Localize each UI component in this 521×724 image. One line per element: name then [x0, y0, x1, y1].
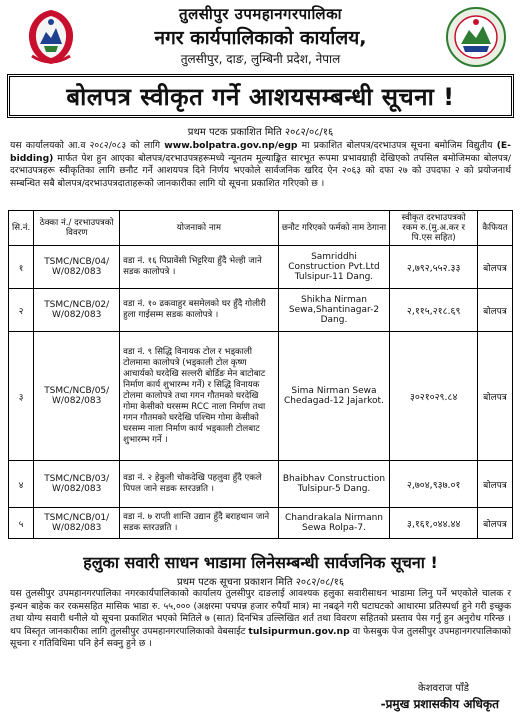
municipality-website-link[interactable]: tulsipurmun.gov.np — [248, 625, 350, 637]
row-project: वडा नं. १० ढकवाहुर बसमेलको घर हुँदै गोलीरी हुला गाईसम्म सडक कालोपत्रे । — [120, 289, 279, 332]
vehicle-notice-date: प्रथम पटक सूचना प्रकाशन मिति २०८२/०८/१६ — [176, 577, 345, 588]
row-remark: बोलपत्र — [478, 289, 513, 332]
row-amount: २,७०४,९३७.०१ — [390, 461, 478, 508]
col-header-sn: सि.नं. — [9, 211, 34, 246]
row-contract: TSMC/NCB/03/ W/082/083 — [34, 461, 120, 508]
bid-results-table — [8, 210, 513, 539]
intro-text-b: मा प्रकाशित बोलपत्र/दरभाउपत्र सूचना बमोजिम विद्युतीय — [297, 140, 497, 151]
egp-url-link[interactable]: www.bolpatra.gov.np/egp — [164, 140, 298, 151]
row-contract: TSMC/NCB/04/ W/082/083 — [34, 246, 120, 289]
row-project: वडा नं. ७ राप्ती शान्ति उद्यान हुँदै बराहथान जाने सडक स्तरउन्नति । — [120, 508, 279, 539]
col-header-contract: ठेक्का नं./ दरभाउपत्रको विवरण — [34, 211, 120, 246]
row-firm: Shikha Nirman Sewa,Shantinagar-2 Dang. — [278, 289, 390, 332]
row-sn: ४ — [9, 461, 34, 508]
vehicle-text-b: वा फेसबुक पेज तुलसीपुर उपमहानगरपालिकाको सूचना र गतिविधिमा पनि हेर्न सक्नु हुने छ । — [10, 625, 511, 649]
publication-date: प्रथम पटक प्रकाशित मिति २०८२/०८/१६ — [187, 127, 334, 138]
intro-paragraph — [10, 140, 511, 190]
table-row — [9, 461, 513, 508]
row-contract: TSMC/NCB/02/ W/082/083 — [34, 289, 120, 332]
row-remark: बोलपत्र — [478, 332, 513, 461]
row-contract: TSMC/NCB/05/ W/082/083 — [34, 332, 120, 461]
vehicle-notice-body — [10, 588, 511, 651]
signatory-title: -प्रमुख प्रशासकीय अधिकृत — [380, 697, 499, 711]
row-remark: बोलपत्र — [478, 508, 513, 539]
col-header-project: योजनाको नाम — [120, 211, 279, 246]
col-header-firm: छनौट गरिएको फर्मको नाम ठेगाना — [278, 211, 390, 246]
table-row — [9, 289, 513, 332]
intro-text-a: यस कार्यालयको आ.व २०८२/०८३ को लागि — [10, 140, 165, 151]
intro-text-c: मार्फत पेश हुन आएका बोलपत्र/दरभाउपत्रहरूमध्ये न्यूनतम मूल्याङ्कित सारभूत रूपमा प्रभावग्राही देखिएको तपसिल बमोजिमका बोलपत्र/दरभाउपत्रहरू स्वीकृतिका लागि छनौट गर्ने आशयपत्र दिने निर्णय भएकोले सार्वजनिक खरिद ऐन २०६३ को दफा २७ को उपदफा २ को प्रयोजनार्थ सम्बन्धित सबै बोलपत्र/दरभाउपत्रदाताहरूको जानकारीका लागि यो सूचना प्रकाशित गरिएको छ । — [10, 152, 511, 189]
vehicle-notice-title: हलुका सवारी साधन भाडामा लिनेसम्बन्धी सार्वजनिक सूचना ! — [83, 553, 438, 572]
notice-banner-title — [7, 74, 514, 118]
banner-title-text: बोलपत्र स्वीकृत गर्ने आशयसम्बन्धी सूचना ! — [66, 82, 455, 111]
row-sn: ५ — [9, 508, 34, 539]
col-header-remark: कैफियत — [478, 211, 513, 246]
municipality-name: तुलसीपुर उपमहानगरपालिका — [179, 5, 342, 23]
row-sn: १ — [9, 246, 34, 289]
row-firm: Bhaibhav Construction Tulsipur-5 Dang. — [278, 461, 390, 508]
row-amount: २,११५,२१८.६९ — [390, 289, 478, 332]
row-amount: ३,१६१,०४४.४४ — [390, 508, 478, 539]
row-remark: बोलपत्र — [478, 461, 513, 508]
office-name: नगर कार्यपालिकाको कार्यालय, — [154, 27, 367, 49]
table-row — [9, 332, 513, 461]
row-project: वडा नं. २ हेकुली चोकदेखि पहलुवा हुँदै एकले पिपल जाने सडक स्तरउन्नति । — [120, 461, 279, 508]
row-amount: ३०२१०२९.८४ — [390, 332, 478, 461]
row-firm: Samriddhi Construction Pvt.Ltd Tulsipur-11 Dang. — [278, 246, 390, 289]
row-firm: Chandrakala Nirmann Sewa Rolpa-7. — [278, 508, 390, 539]
row-project: वडा नं. ९ सिद्धि विनायक टोल र भड्काली टोलमामा कालोपत्रे (भड्काली टोल कृष्ण आचार्यको घरदेखि सल्लरी बोर्डिङ मेन बाटोबाट निर्माण कार्य शुभारम्भ गर्ने) र सिद्धि विनायक टोलमा कालोपत्रे तथा गगन गौतमको घरदेखि गोमा केसीको घरसम्म RCC नाला निर्माण तथा गगन गौतमको घरदेखि पश्चिम गोमा केसीको घरसम्म नाला निर्माण कार्य भड्काली टोलबाट शुभारम्भ गर्ने । — [120, 332, 279, 461]
table-row — [9, 508, 513, 539]
ebidding-label: (E-bidding) — [10, 140, 511, 164]
col-header-amount: स्वीकृत दरभाउपत्रको रकम रु.(मु.अ.कर र पि.एस सहित) — [390, 211, 478, 246]
row-sn: २ — [9, 289, 34, 332]
row-remark: बोलपत्र — [478, 246, 513, 289]
table-row — [9, 246, 513, 289]
row-firm: Sima Nirman Sewa Chedagad-12 Jajarkot. — [278, 332, 390, 461]
table-header-row — [9, 211, 513, 246]
row-project: वडा नं. १६ पिप्रावेंसी भिट्टरिया हुँदै भेल्ही जाने सडक कालोपत्रे । — [120, 246, 279, 289]
office-address: तुलसीपुर, दाङ, लुम्बिनी प्रदेश, नेपाल — [180, 52, 341, 66]
vehicle-text-a: यस तुलसीपुर उपमहानगरपालिका नगरकार्यपालिकाको कार्यालय तुलसीपुर दाङलाई आवश्यक हलुका सवारीसाधन भाडामा लिनु पर्ने भएकोले चालक र इन्धन बाहेक कर रकमसहित मासिक भाडा रु. ५५,००० (अक्षरमा पचपन्न हजार रुपैयाँ मात्र) मा नबढ्ने गरी घटाघटको आधारमा प्रतिस्पर्धा हुने गरी इच्छुक तथा योग्य सवारी धनीले यो सूचना प्रकाशित भएको मितिले ७ (सात) दिनभित्र उल्लिखित शर्त तथा विवरण सहितको प्रस्ताव पेस गर्नु हुन अनुरोध गरिन्छ । थप विस्तृत जानकारीका लागि तुलसीपुर उपमहानगरपालिकाको वेबसाईट — [10, 588, 511, 637]
row-contract: TSMC/NCB/01/ W/082/083 — [34, 508, 120, 539]
signatory-name: केशवराज पाँडे — [418, 683, 469, 694]
row-amount: २,७९२,५५२.३३ — [390, 246, 478, 289]
row-sn: ३ — [9, 332, 34, 461]
